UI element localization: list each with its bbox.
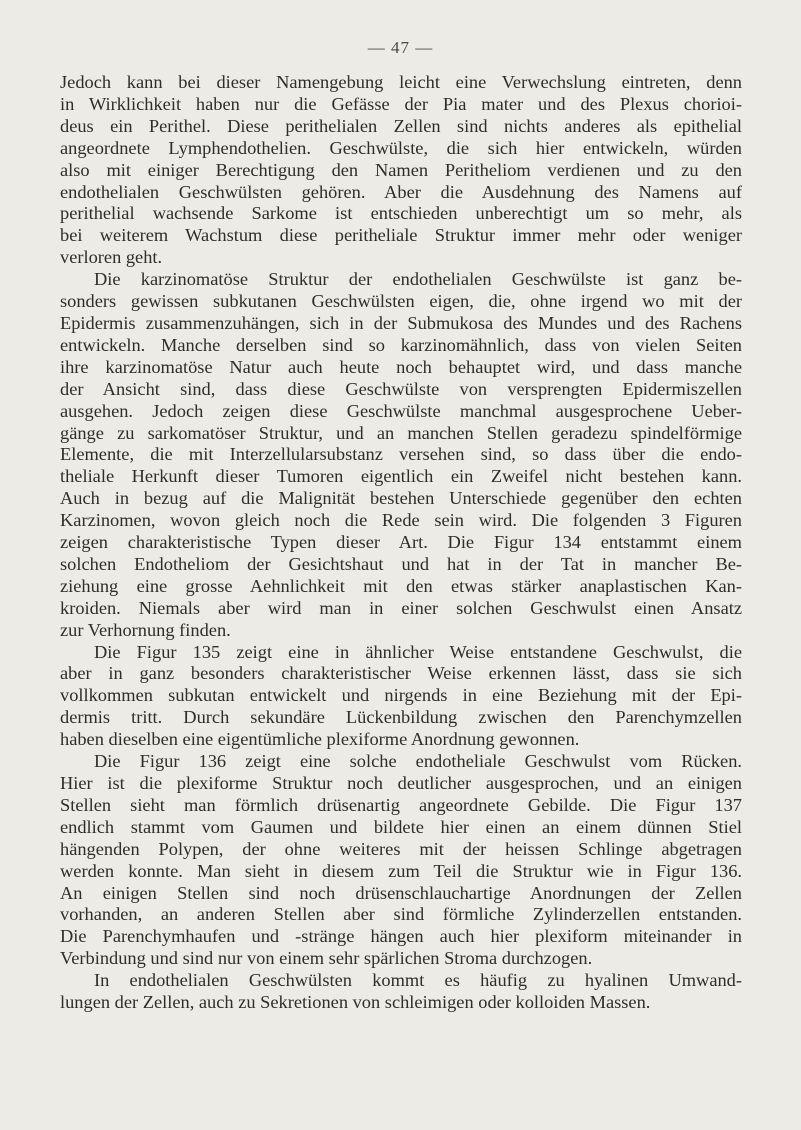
text-line: ihre karzinomatöse Natur auch heute noch behauptet wird, und dass manche [60,356,742,377]
text-line: perithelial wachsende Sarkome ist entschieden unberechtigt um so mehr, als [60,203,742,224]
text-line: zeigen charakteristische Typen dieser Art. Die Figur 134 entstammt einem [60,532,742,553]
text-line: sonders gewissen subkutanen Geschwülsten eigen, die, ohne irgend wo mit der [60,291,742,312]
text-line: endlich stammt vom Gaumen und bildete hier einen an einem dünnen Stiel [60,816,742,837]
page-number: — 47 — [367,38,434,57]
text-line: vollkommen subkutan entwickelt und nirgends in eine Beziehung mit der Epi- [60,685,742,706]
text-line: Die karzinomatöse Struktur der endothelialen Geschwülste ist ganz be- [94,269,742,290]
text-line: der Ansicht sind, dass diese Geschwülste von versprengten Epidermiszellen [60,378,742,399]
text-line: verloren geht. [60,247,163,268]
text-line: vorhanden, an anderen Stellen aber sind förmliche Zylinderzellen entstanden. [60,904,742,925]
text-line: Die Figur 135 zeigt eine in ähnlicher Weise entstandene Geschwulst, die [94,641,742,662]
text-line: kroiden. Niemals aber wird man in einer solchen Geschwulst einen Ansatz [60,597,742,618]
body-text [60,72,742,1014]
text-line: Hier ist die plexiforme Struktur noch deutlicher ausgesprochen, und an einigen [60,773,742,793]
text-line: theliale Herkunft dieser Tumoren eigentlich ein Zweifel nicht bestehen kann. [60,466,742,487]
text-line: in Wirklichkeit haben nur die Gefässe der Pia mater und des Plexus chorioi- [60,93,742,114]
text-line: gänge zu sarkomatöser Struktur, und an manchen Stellen geradezu spindelförmige [60,422,742,443]
text-line: Elemente, die mit Interzellularsubstanz versehen sind, so dass über die endo- [60,444,742,465]
text-line: bei weiterem Wachstum diese peritheliale Struktur immer mehr oder weniger [60,225,742,246]
text-line: hängenden Polypen, der ohne weiteres mit der heissen Schlinge abgetragen [60,838,742,859]
text-line: Auch in bezug auf die Malignität bestehen Unterschiede gegenüber den echten [60,488,742,509]
text-line: Verbindung und sind nur von einem sehr spärlichen Stroma durchzogen. [60,948,593,969]
text-line: ausgehen. Jedoch zeigen diese Geschwülste manchmal ausgesprochene Ueber- [60,400,742,421]
text-line: angeordnete Lymphendothelien. Geschwülste, die sich hier entwickeln, würden [60,137,742,158]
text-line: An einigen Stellen sind noch drüsenschlauchartige Anordnungen der Zellen [60,882,742,903]
text-line: deus ein Perithel. Diese perithelialen Zellen sind nichts anderes als epithelial [60,115,742,136]
text-line: werden konnte. Man sieht in diesem zum Teil die Struktur wie in Figur 136. [60,860,742,881]
text-line: Die Parenchymhaufen und -stränge hängen auch hier plexiform miteinander in [60,926,742,947]
text-line: zur Verhornung finden. [60,619,231,640]
text-line: also mit einiger Berechtigung den Namen Peritheliom verdienen und zu den [60,159,742,180]
text-line: Jedoch kann bei dieser Namengebung leicht eine Verwechslung eintreten, denn [60,72,742,92]
text-line: Stellen sieht man förmlich drüsenartig angeordnete Gebilde. Die Figur 137 [60,794,742,815]
text-line: haben dieselben eine eigentümliche plexiforme Anordnung gewonnen. [60,729,580,750]
text-line: aber in ganz besonders charakteristischer Weise erkennen lässt, dass sie sich [60,663,742,684]
text-line: Karzinomen, wovon gleich noch die Rede sein wird. Die folgenden 3 Figuren [60,510,742,531]
text-line: endothelialen Geschwülsten gehören. Aber die Ausdehnung des Namens auf [60,181,742,202]
text-line: Epidermis zusammenzuhängen, sich in der Submukosa des Mundes und des Rachens [60,312,742,333]
text-line: lungen der Zellen, auch zu Sekretionen von schleimigen oder kolloiden Massen. [60,992,651,1013]
text-line: In endothelialen Geschwülsten kommt es häufig zu hyalinen Umwand- [94,970,742,991]
text-line: solchen Endotheliom der Gesichtshaut und hat in der Tat in mancher Be- [60,553,742,574]
text-line: dermis tritt. Durch sekundäre Lückenbildung zwischen den Parenchymzellen [60,707,742,728]
text-line: ziehung eine grosse Aehnlichkeit mit den etwas stärker anaplastischen Kan- [60,575,742,596]
text-line: Die Figur 136 zeigt eine solche endotheliale Geschwulst vom Rücken. [94,751,742,772]
text-line: entwickeln. Manche derselben sind so karzinomähnlich, dass von vielen Seiten [60,334,742,355]
